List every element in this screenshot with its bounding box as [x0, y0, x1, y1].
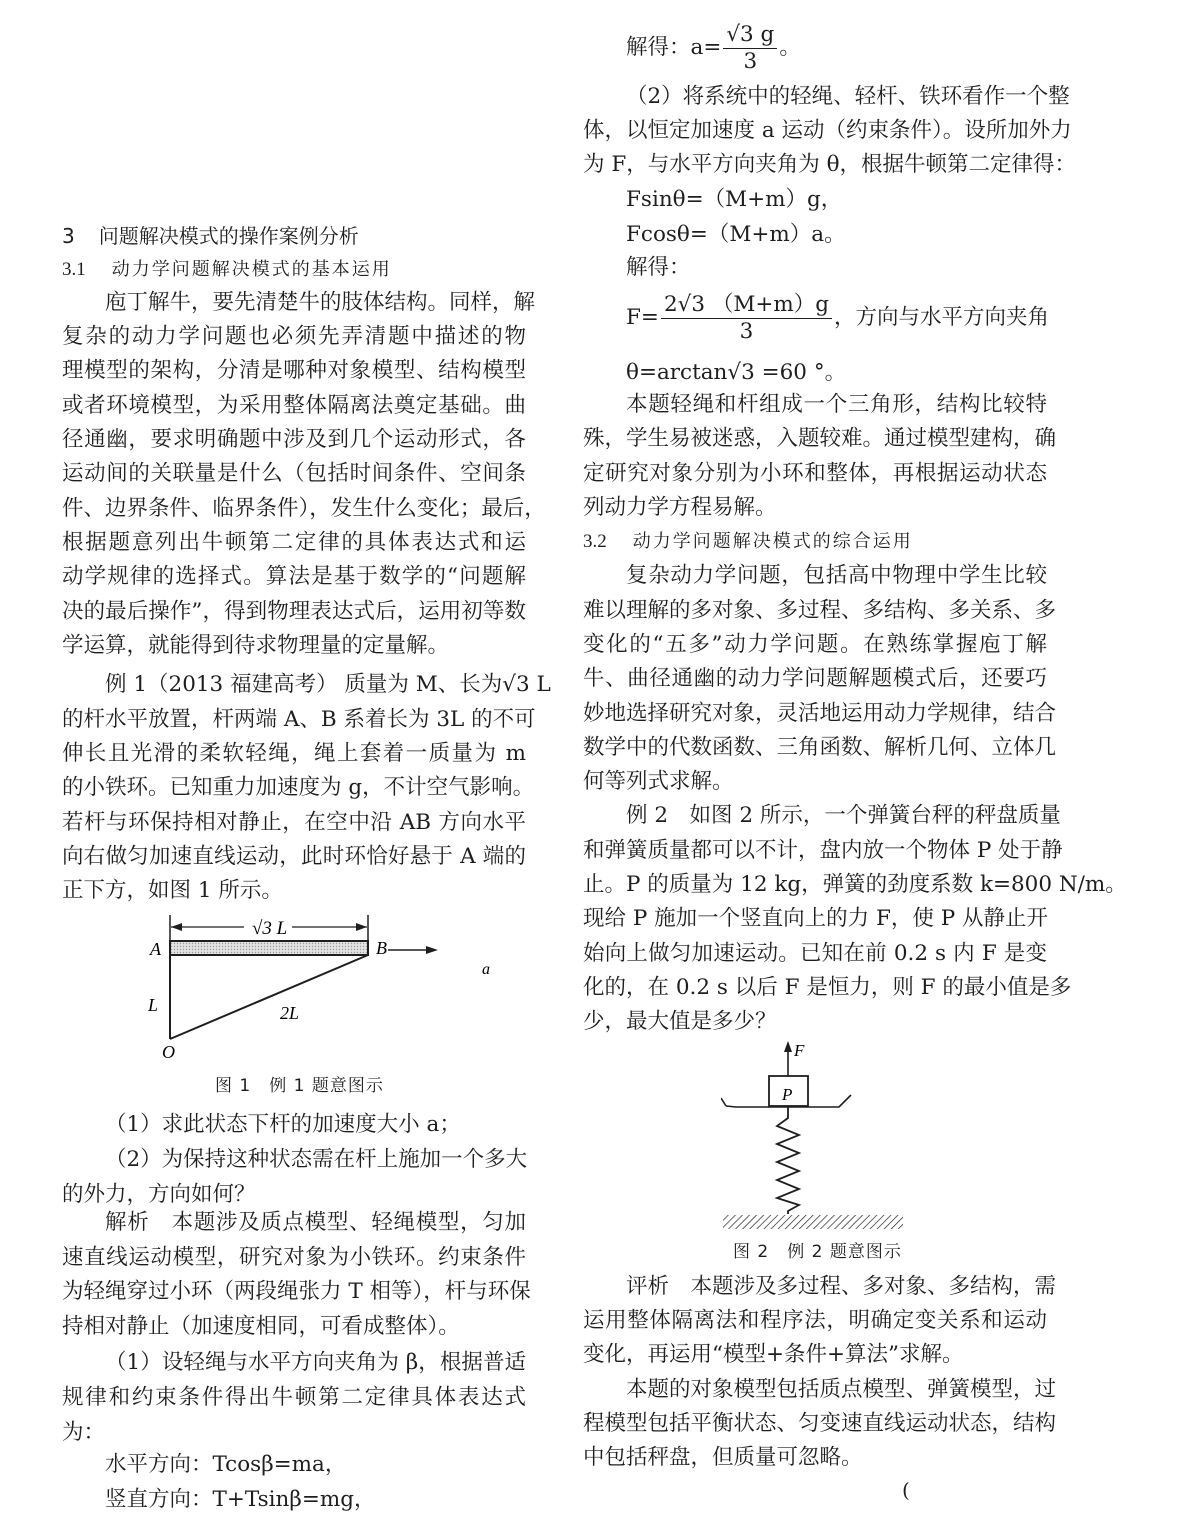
- text-line: 化的，在 0.2 s 以后 F 是恒力，则 F 的最小值是多: [583, 975, 1072, 1000]
- fig1-label-a: A: [150, 939, 161, 959]
- text-line: 难以理解的多对象、多过程、多结构、多关系、多: [583, 598, 1057, 623]
- text-line: 例 2 如图 2 所示，一个弹簧台秤的秤盘质量: [626, 803, 1061, 828]
- section-heading: [62, 253, 392, 287]
- text-line: 的杆水平放置，杆两端 A、B 系着长为 3L 的不可: [62, 707, 536, 732]
- acceleration-arrow: [426, 946, 438, 954]
- text-line: 变化的“五多”动力学问题。在熟练掌握庖丁解: [583, 632, 1047, 657]
- text-line: （2）将系统中的轻绳、轻杆、铁环看作一个整: [626, 84, 1070, 109]
- text-line: 学运算，就能得到待求物理量的定量解。: [62, 633, 450, 658]
- text-line: 妙地选择研究对象，灵活地运用动力学规律，结合: [583, 701, 1057, 726]
- text-line: 运用整体隔离法和程序法，明确定变关系和运动: [583, 1308, 1047, 1333]
- fig1-label-2l: 2L: [280, 1003, 300, 1023]
- text-line: 理模型的架构，分清是哪种对象模型、结构模型: [62, 358, 526, 383]
- section-title: 问题解决模式的操作案例分析: [98, 224, 359, 248]
- text-line: 变化，再运用“模型+条件+算法”求解。: [583, 1342, 964, 1367]
- fig2-label-f: F: [794, 1041, 805, 1060]
- solution-a-denominator: 3: [743, 48, 758, 74]
- text-line: 速直线运动模型，研究对象为小铁环。约束条件: [62, 1245, 526, 1270]
- text-line: 竖直方向：T+Tsinβ=mg，: [105, 1487, 376, 1512]
- text-line: Fsinθ=（M+m）g，: [626, 187, 843, 212]
- section-title: 动力学问题解决模式的综合运用: [632, 531, 913, 552]
- section-title: 动力学问题解决模式的基本运用: [111, 259, 392, 280]
- rope-slant: [170, 955, 368, 1039]
- fig1-label-accel: a: [482, 961, 490, 978]
- text-line: 本题的对象模型包括质点模型、弹簧模型，过: [626, 1377, 1057, 1402]
- text-line: 何等列式求解。: [583, 769, 734, 794]
- fig1-label-l: L: [148, 995, 159, 1015]
- text-line: 为：: [62, 1420, 106, 1445]
- rod: [170, 941, 368, 955]
- solution-f: F= $\frac{2√3 (M+m)g}{3}$ ，方向与水平方向夹角: [626, 291, 1050, 344]
- text-line: 解得：: [626, 255, 691, 280]
- figure-1: [140, 915, 500, 1065]
- text-line: 为 F，与水平方向夹角为 θ，根据牛顿第二定律得：: [583, 152, 1077, 177]
- text-line: 决的最后操作”，得到物理表达式后，运用初等数: [62, 599, 526, 624]
- text-line: 持相对静止（加速度相同，可看成整体）。: [62, 1314, 460, 1339]
- text-line: （1）求此状态下杆的加速度大小 a；: [105, 1112, 461, 1137]
- text-line: 少，最大值是多少？: [583, 1009, 777, 1034]
- text-line: Fcosθ=（M+m）a。: [626, 222, 846, 247]
- spring: [777, 1107, 799, 1214]
- text-line: 复杂动力学问题，包括高中物理中学生比较: [626, 563, 1047, 588]
- text-line: 伸长且光滑的柔软轻绳，绳上套着一质量为 m: [62, 741, 526, 766]
- text-line: （1）设轻绳与水平方向夹角为 β，根据普适: [105, 1350, 526, 1375]
- text-line: 例 1（2013 福建高考） 质量为 M、长为√3 L: [105, 672, 551, 697]
- text-line: 牛、曲径通幽的动力学问题解题模式后，还要巧: [583, 666, 1047, 691]
- text-line: 体，以恒定加速度 a 运动（约束条件）。设所加外力: [583, 118, 1072, 143]
- text-line: 现给 P 施加一个竖直向上的力 F，使 P 从静止开: [583, 906, 1049, 931]
- text-line: 动学规律的选择式。算法是基于数学的“问题解: [62, 564, 526, 589]
- section-number: 3: [62, 224, 75, 248]
- text-line: 庖丁解牛，要先清楚牛的肢体结构。同样，解: [105, 290, 536, 315]
- solution-a-numerator: √3 g: [723, 22, 777, 49]
- text-line: 件、边界条件、临界条件），发生什么变化；最后，: [62, 496, 546, 521]
- section-number: 3.2: [583, 531, 607, 552]
- text-line: 向右做匀加速直线运动，此时环恰好悬于 A 端的: [62, 844, 526, 869]
- section-number: 3.1: [62, 259, 86, 280]
- text-line: 运动间的关联量是什么（包括时间条件、空间条: [62, 461, 526, 486]
- solution-a: 解得：a= $\frac{√3 g}{3}$ 。: [626, 21, 801, 74]
- figure-2-caption: 图 2 例 2 题意图示: [733, 1242, 902, 1262]
- solution-theta: θ=arctan√3 =60 °。: [626, 360, 847, 385]
- text-line: 本题轻绳和杆组成一个三角形，结构比较特: [626, 392, 1047, 417]
- text-line: 数学中的代数函数、三角函数、解析几何、立体几: [583, 735, 1057, 760]
- section-heading: [583, 525, 913, 559]
- solution-f-numerator: 2√3 （M+m）g: [661, 292, 832, 319]
- text-line: 为轻绳穿过小环（两段绳张力 T 相等），杆与环保: [62, 1279, 531, 1304]
- text-line: 解析 本题涉及质点模型、轻绳模型，匀加: [105, 1210, 526, 1235]
- text-line: 和弹簧质量都可以不计，盘内放一个物体 P 处于静: [583, 838, 1063, 863]
- text-line: 始向上做匀加速运动。已知在前 0.2 s 内 F 是变: [583, 941, 1047, 966]
- text-line: （2）为保持这种状态需在杆上施加一个多大: [105, 1147, 528, 1172]
- figure-2: [721, 1038, 921, 1238]
- force-arrow: [784, 1041, 792, 1052]
- solution-f-denominator: 3: [739, 318, 754, 344]
- text-line: 根据题意列出牛顿第二定律的具体表达式和运: [62, 530, 526, 555]
- fig1-length-label: √3 L: [252, 918, 288, 939]
- section-heading: [62, 219, 359, 253]
- text-line: 或者环境模型，为采用整体隔离法奠定基础。曲: [62, 393, 526, 418]
- text-line: 定研究对象分别为小环和整体，再根据运动状态: [583, 461, 1047, 486]
- text-line: 的小铁环。已知重力加速度为 g，不计空气影响。: [62, 775, 535, 800]
- ground: [723, 1215, 903, 1229]
- text-line: 的外力，方向如何？: [62, 1182, 256, 1207]
- text-line: 水平方向：Tcosβ=ma，: [105, 1452, 347, 1477]
- fig1-label-b: B: [376, 938, 387, 958]
- text-line: 规律和约束条件得出牛顿第二定律具体表达式: [62, 1385, 526, 1410]
- figure-1-caption: 图 1 例 1 题意图示: [215, 1076, 384, 1096]
- text-line: 列动力学方程易解。: [583, 495, 777, 520]
- fig2-label-p: P: [782, 1085, 793, 1104]
- text-line: 若杆与环保持相对静止，在空中沿 AB 方向水平: [62, 810, 526, 835]
- text-line: 程模型包括平衡状态、匀变速直线运动状态，结构: [583, 1411, 1057, 1436]
- text-line: 殊，学生易被迷惑，入题较难。通过模型建构，确: [583, 426, 1057, 451]
- text-line: 中包括秤盘，但质量可忽略。: [583, 1445, 863, 1470]
- text-line: 评析 本题涉及多过程、多对象、多结构，需: [626, 1274, 1057, 1299]
- text-line: 正下方，如图 1 所示。: [62, 878, 283, 903]
- text-line: 径通幽，要求明确题中涉及到几个运动形式，各: [62, 427, 526, 452]
- fig1-label-o: O: [162, 1042, 175, 1062]
- page-mark: (: [902, 1478, 910, 1502]
- text-line: 复杂的动力学问题也必须先弄清题中描述的物: [62, 324, 526, 349]
- text-line: 止。P 的质量为 12 kg，弹簧的劲度系数 k=800 N/m。: [583, 872, 1127, 897]
